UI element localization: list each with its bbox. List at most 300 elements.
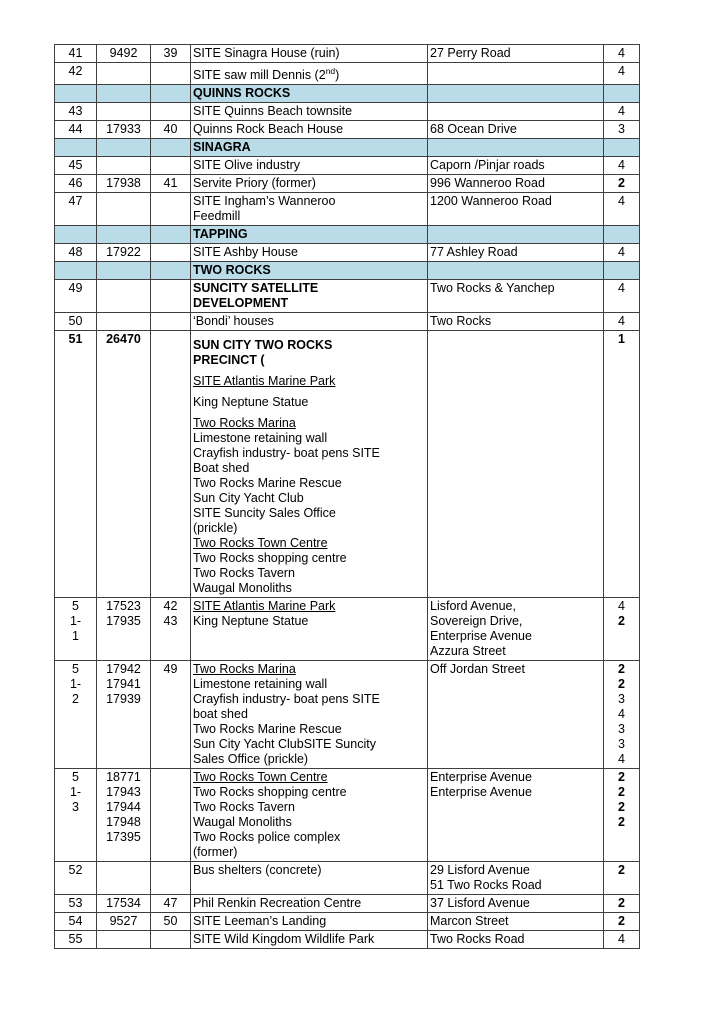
cell-address (428, 895, 604, 913)
text-line: 44 (68, 122, 83, 137)
cell-row-number (55, 598, 97, 661)
cell-description (191, 45, 428, 63)
cell-ref-number (151, 598, 191, 661)
text-line: 52 (68, 863, 83, 878)
cell-heritage-id (97, 862, 151, 895)
cell-category-value (604, 280, 640, 313)
cell-row-number (55, 661, 97, 769)
text-line: 3 (618, 722, 625, 737)
text-line: (prickle) (193, 521, 238, 536)
text-line: 4 (618, 281, 625, 296)
cell-description (191, 121, 428, 139)
table-row (55, 193, 640, 226)
cell-row-number (55, 121, 97, 139)
text-line: Two Rocks & Yanchep (430, 281, 555, 296)
cell-row-number (55, 193, 97, 226)
cell-description (191, 244, 428, 262)
cell-address (428, 862, 604, 895)
table-row (55, 862, 640, 895)
cell-heritage-id (97, 913, 151, 931)
text-line: 43 (163, 614, 178, 629)
cell-ref-number (151, 175, 191, 193)
cell-category-value (604, 931, 640, 949)
table-row (55, 103, 640, 121)
cell-address (428, 121, 604, 139)
cell-category-value (604, 661, 640, 769)
table-row (55, 913, 640, 931)
section-header-row (55, 85, 640, 103)
cell-description (191, 331, 428, 598)
cell-address (428, 45, 604, 63)
cell-address (428, 262, 604, 280)
text-line: Servite Priory (former) (193, 176, 316, 191)
text-line: 47 (163, 896, 178, 911)
text-line: 2 (618, 662, 625, 677)
cell-ref-number (151, 103, 191, 121)
cell-description (191, 175, 428, 193)
cell-heritage-id (97, 769, 151, 862)
text-line: Enterprise Avenue (430, 770, 532, 785)
cell-row-number (55, 280, 97, 313)
cell-category-value (604, 769, 640, 862)
text-line: 46 (68, 176, 83, 191)
cell-address (428, 226, 604, 244)
text-line: SITE Leeman’s Landing (193, 914, 327, 929)
text-line: Quinns Rock Beach House (193, 122, 344, 137)
text-line: 17534 (106, 896, 141, 911)
cell-address (428, 913, 604, 931)
text-line: 29 Lisford Avenue (430, 863, 530, 878)
text-line: 37 Lisford Avenue (430, 896, 530, 911)
cell-category-value (604, 85, 640, 103)
cell-row-number (55, 931, 97, 949)
cell-description (191, 913, 428, 931)
text-line: Sales Office (prickle) (193, 752, 309, 767)
cell-row-number (55, 226, 97, 244)
cell-category-value (604, 103, 640, 121)
cell-description (191, 139, 428, 157)
text-line: 2 (72, 692, 79, 707)
text-line: Sun City Yacht Club (193, 491, 304, 506)
text-line: Sun City Yacht ClubSITE Suncity (193, 737, 376, 752)
text-line: 4 (618, 314, 625, 329)
text-line: Two Rocks Marina (193, 416, 296, 431)
text-line: 17944 (106, 800, 141, 815)
text-line: Two Rocks shopping centre (193, 785, 347, 800)
text-line: Feedmill (193, 209, 241, 224)
text-line: 2 (618, 785, 625, 800)
text-line: 5 (72, 770, 79, 785)
cell-ref-number (151, 121, 191, 139)
cell-ref-number (151, 280, 191, 313)
text-line: Boat shed (193, 461, 250, 476)
cell-row-number (55, 913, 97, 931)
cell-row-number (55, 244, 97, 262)
text-line: 17948 (106, 815, 141, 830)
cell-row-number (55, 85, 97, 103)
cell-row-number (55, 862, 97, 895)
text-line: Limestone retaining wall (193, 431, 328, 446)
text-line: Two Rocks Town Centre (193, 770, 328, 785)
text-line: 1200 Wanneroo Road (430, 194, 552, 209)
cell-heritage-id (97, 85, 151, 103)
text-line: Enterprise Avenue (430, 629, 532, 644)
text-line: 4 (618, 707, 625, 722)
text-line: SITE Wild Kingdom Wildlife Park (193, 932, 375, 947)
cell-heritage-id (97, 262, 151, 280)
text-line: Waugal Monoliths (193, 815, 292, 830)
cell-address (428, 769, 604, 862)
text-line: 4 (618, 104, 625, 119)
text-line: Waugal Monoliths (193, 581, 292, 596)
cell-ref-number (151, 262, 191, 280)
text-line: SITE Suncity Sales Office (193, 506, 336, 521)
cell-row-number (55, 313, 97, 331)
text-line: 5 (72, 599, 79, 614)
cell-address (428, 103, 604, 121)
cell-address (428, 244, 604, 262)
text-line: King Neptune Statue (193, 614, 309, 629)
text-line: 996 Wanneroo Road (430, 176, 545, 191)
table-row (55, 45, 640, 63)
text-line: 2 (618, 914, 625, 929)
text-line: Two Rocks Marine Rescue (193, 476, 342, 491)
text-line: 9527 (109, 914, 138, 929)
cell-description (191, 895, 428, 913)
cell-category-value (604, 121, 640, 139)
text-line: SITE Atlantis Marine Park (193, 599, 336, 614)
cell-row-number (55, 157, 97, 175)
cell-ref-number (151, 45, 191, 63)
cell-heritage-id (97, 280, 151, 313)
text-line: (former) (193, 845, 238, 860)
section-label: SINAGRA (193, 140, 251, 155)
cell-heritage-id (97, 103, 151, 121)
cell-heritage-id (97, 226, 151, 244)
text-line: 4 (618, 46, 625, 60)
cell-description (191, 193, 428, 226)
text-line: 3 (618, 692, 625, 707)
text-line: 2 (618, 614, 625, 629)
cell-category-value (604, 913, 640, 931)
cell-ref-number (151, 157, 191, 175)
text-line: 4 (618, 932, 625, 947)
text-line: 17523 (106, 599, 141, 614)
cell-description (191, 63, 428, 85)
text-line: 2 (618, 800, 625, 815)
cell-heritage-id (97, 139, 151, 157)
cell-row-number (55, 63, 97, 85)
cell-row-number (55, 895, 97, 913)
text-line: 17395 (106, 830, 141, 845)
text-line: 1- (69, 677, 82, 692)
cell-ref-number (151, 226, 191, 244)
text-line: 1 (72, 629, 79, 644)
cell-heritage-id (97, 157, 151, 175)
cell-address (428, 331, 604, 598)
cell-heritage-id (97, 895, 151, 913)
text-line: Two Rocks shopping centre (193, 551, 347, 566)
cell-category-value (604, 598, 640, 661)
text-line: 4 (618, 752, 625, 767)
text-line: Azzura Street (430, 644, 506, 659)
text-line: 26470 (106, 332, 141, 347)
cell-heritage-id (97, 661, 151, 769)
text-line: 4 (618, 158, 625, 173)
cell-ref-number (151, 139, 191, 157)
text-line: Lisford Avenue, (430, 599, 516, 614)
text-line: 1- (69, 785, 82, 800)
text-line: 1 (618, 332, 625, 347)
cell-ref-number (151, 913, 191, 931)
text-line: 41 (163, 176, 178, 191)
text-line: boat shed (193, 707, 248, 722)
text-line: Two Rocks Tavern (193, 800, 295, 815)
cell-description (191, 598, 428, 661)
cell-description (191, 280, 428, 313)
text-line: Two Rocks police complex (193, 830, 341, 845)
cell-row-number (55, 262, 97, 280)
text-line: SITE Ingham’s Wanneroo (193, 194, 336, 209)
table-row (55, 769, 640, 862)
cell-address (428, 598, 604, 661)
text-line: SITE Ashby House (193, 245, 298, 260)
text-line: 39 (163, 46, 178, 60)
cell-category-value (604, 313, 640, 331)
cell-address (428, 931, 604, 949)
text-line: 41 (68, 46, 83, 60)
section-header-row (55, 262, 640, 280)
text-line: 5 (72, 662, 79, 677)
cell-address (428, 157, 604, 175)
text-line: 17922 (106, 245, 141, 260)
text-line: Two Rocks Marine Rescue (193, 722, 342, 737)
cell-ref-number (151, 931, 191, 949)
cell-category-value (604, 226, 640, 244)
cell-heritage-id (97, 931, 151, 949)
cell-heritage-id (97, 598, 151, 661)
cell-category-value (604, 895, 640, 913)
cell-description (191, 157, 428, 175)
cell-category-value (604, 175, 640, 193)
text-line: Phil Renkin Recreation Centre (193, 896, 362, 911)
table-row (55, 280, 640, 313)
table-row (55, 63, 640, 85)
text-line: SITE Sinagra House (ruin) (193, 46, 340, 60)
cell-category-value (604, 244, 640, 262)
cell-description (191, 103, 428, 121)
table-row (55, 661, 640, 769)
text-line: SITE Olive industry (193, 158, 300, 173)
section-label: TAPPING (193, 227, 248, 242)
text-line: 51 Two Rocks Road (430, 878, 542, 893)
cell-row-number (55, 769, 97, 862)
text-line: Bus shelters (concrete) (193, 863, 322, 878)
cell-description (191, 226, 428, 244)
cell-ref-number (151, 313, 191, 331)
cell-heritage-id (97, 121, 151, 139)
text-line: Enterprise Avenue (430, 785, 532, 800)
text-line: 48 (68, 245, 83, 260)
text-line: 50 (163, 914, 178, 929)
section-label: QUINNS ROCKS (193, 86, 291, 101)
table-row (55, 931, 640, 949)
text-line: 3 (72, 800, 79, 815)
cell-heritage-id (97, 193, 151, 226)
cell-ref-number (151, 862, 191, 895)
cell-description (191, 262, 428, 280)
text-line: 17941 (106, 677, 141, 692)
cell-row-number (55, 331, 97, 598)
text-line: Crayfish industry- boat pens SITE (193, 692, 380, 707)
text-line: 2 (618, 863, 625, 878)
text-line: 68 Ocean Drive (430, 122, 517, 137)
text-line: 2 (618, 815, 625, 830)
cell-heritage-id (97, 244, 151, 262)
text-line: Caporn /Pinjar roads (430, 158, 545, 173)
text-line: 17943 (106, 785, 141, 800)
cell-ref-number (151, 85, 191, 103)
text-line: Off Jordan Street (430, 662, 525, 677)
text-line: DEVELOPMENT (193, 296, 289, 311)
text-line: Marcon Street (430, 914, 509, 929)
cell-address (428, 313, 604, 331)
cell-description (191, 931, 428, 949)
cell-address (428, 175, 604, 193)
cell-address (428, 139, 604, 157)
cell-ref-number (151, 769, 191, 862)
section-header-row (55, 139, 640, 157)
text-line: 50 (68, 314, 83, 329)
text-line: 3 (618, 737, 625, 752)
cell-description (191, 769, 428, 862)
text-line: Two Rocks Road (430, 932, 525, 947)
text-line: 53 (68, 896, 83, 911)
text-line: 17935 (106, 614, 141, 629)
cell-heritage-id (97, 313, 151, 331)
cell-category-value (604, 63, 640, 85)
text-line: 2 (618, 677, 625, 692)
text-line: 49 (68, 281, 83, 296)
text-line: Limestone retaining wall (193, 677, 328, 692)
text-line: 49 (163, 662, 178, 677)
cell-ref-number (151, 63, 191, 85)
cell-category-value (604, 262, 640, 280)
text-line: Two Rocks Marina (193, 662, 296, 677)
cell-heritage-id (97, 45, 151, 63)
cell-row-number (55, 139, 97, 157)
text-line: 77 Ashley Road (430, 245, 518, 260)
text-line: Two Rocks Town Centre (193, 536, 328, 551)
text-line: 4 (618, 194, 625, 209)
text-line: 45 (68, 158, 83, 173)
text-line: Crayfish industry- boat pens SITE (193, 446, 380, 461)
text-line: 17938 (106, 176, 141, 191)
text-line: Two Rocks (430, 314, 492, 329)
cell-category-value (604, 157, 640, 175)
section-label: TWO ROCKS (193, 263, 271, 278)
text-line: 42 (163, 599, 178, 614)
text-line: Sovereign Drive, (430, 614, 523, 629)
cell-address (428, 280, 604, 313)
text-line: 51 (68, 332, 83, 347)
cell-address (428, 193, 604, 226)
text-line: PRECINCT ( (193, 353, 265, 368)
table-row (55, 175, 640, 193)
text-line: 43 (68, 104, 83, 119)
cell-address (428, 661, 604, 769)
table-row (55, 313, 640, 331)
cell-heritage-id (97, 63, 151, 85)
text-line: 4 (618, 599, 625, 614)
text-line: King Neptune Statue (193, 395, 309, 410)
cell-category-value (604, 862, 640, 895)
text-line: ‘Bondi’ houses (193, 314, 274, 329)
cell-description (191, 862, 428, 895)
text-line: 2 (618, 770, 625, 785)
cell-row-number (55, 175, 97, 193)
text-line: 55 (68, 932, 83, 947)
text-line: SITE Atlantis Marine Park (193, 374, 336, 389)
table-row (55, 331, 640, 598)
text-line: 18771 (106, 770, 141, 785)
cell-row-number (55, 45, 97, 63)
cell-address (428, 85, 604, 103)
text-line: 47 (68, 194, 83, 209)
cell-category-value (604, 331, 640, 598)
text-line: 4 (618, 245, 625, 260)
text-line: 9492 (109, 46, 138, 60)
cell-address (428, 63, 604, 85)
text-line: 54 (68, 914, 83, 929)
text-line: Two Rocks Tavern (193, 566, 295, 581)
cell-description (191, 85, 428, 103)
cell-ref-number (151, 661, 191, 769)
text-line: SUNCITY SATELLITE (193, 281, 319, 296)
text-line: 2 (618, 896, 625, 911)
heritage-places-table (54, 44, 640, 949)
table-row (55, 121, 640, 139)
cell-ref-number (151, 895, 191, 913)
cell-description (191, 661, 428, 769)
table-row (55, 244, 640, 262)
text-line: 27 Perry Road (430, 46, 511, 60)
text-line: 17942 (106, 662, 141, 677)
cell-ref-number (151, 193, 191, 226)
text-line: SITE saw mill Dennis (2nd) (193, 66, 340, 83)
cell-description (191, 313, 428, 331)
table-row (55, 598, 640, 661)
text-line: 40 (163, 122, 178, 137)
text-line: 17933 (106, 122, 141, 137)
text-line: 3 (618, 122, 625, 137)
text-line: 2 (618, 176, 625, 191)
table-row (55, 157, 640, 175)
cell-category-value (604, 139, 640, 157)
cell-ref-number (151, 244, 191, 262)
cell-heritage-id (97, 331, 151, 598)
cell-row-number (55, 103, 97, 121)
cell-heritage-id (97, 175, 151, 193)
text-line: SITE Quinns Beach townsite (193, 104, 353, 119)
table-row (55, 895, 640, 913)
text-line: 42 (68, 64, 83, 78)
text-line: SUN CITY TWO ROCKS (193, 338, 333, 353)
section-header-row (55, 226, 640, 244)
text-line: 17939 (106, 692, 141, 707)
cell-category-value (604, 193, 640, 226)
cell-ref-number (151, 331, 191, 598)
